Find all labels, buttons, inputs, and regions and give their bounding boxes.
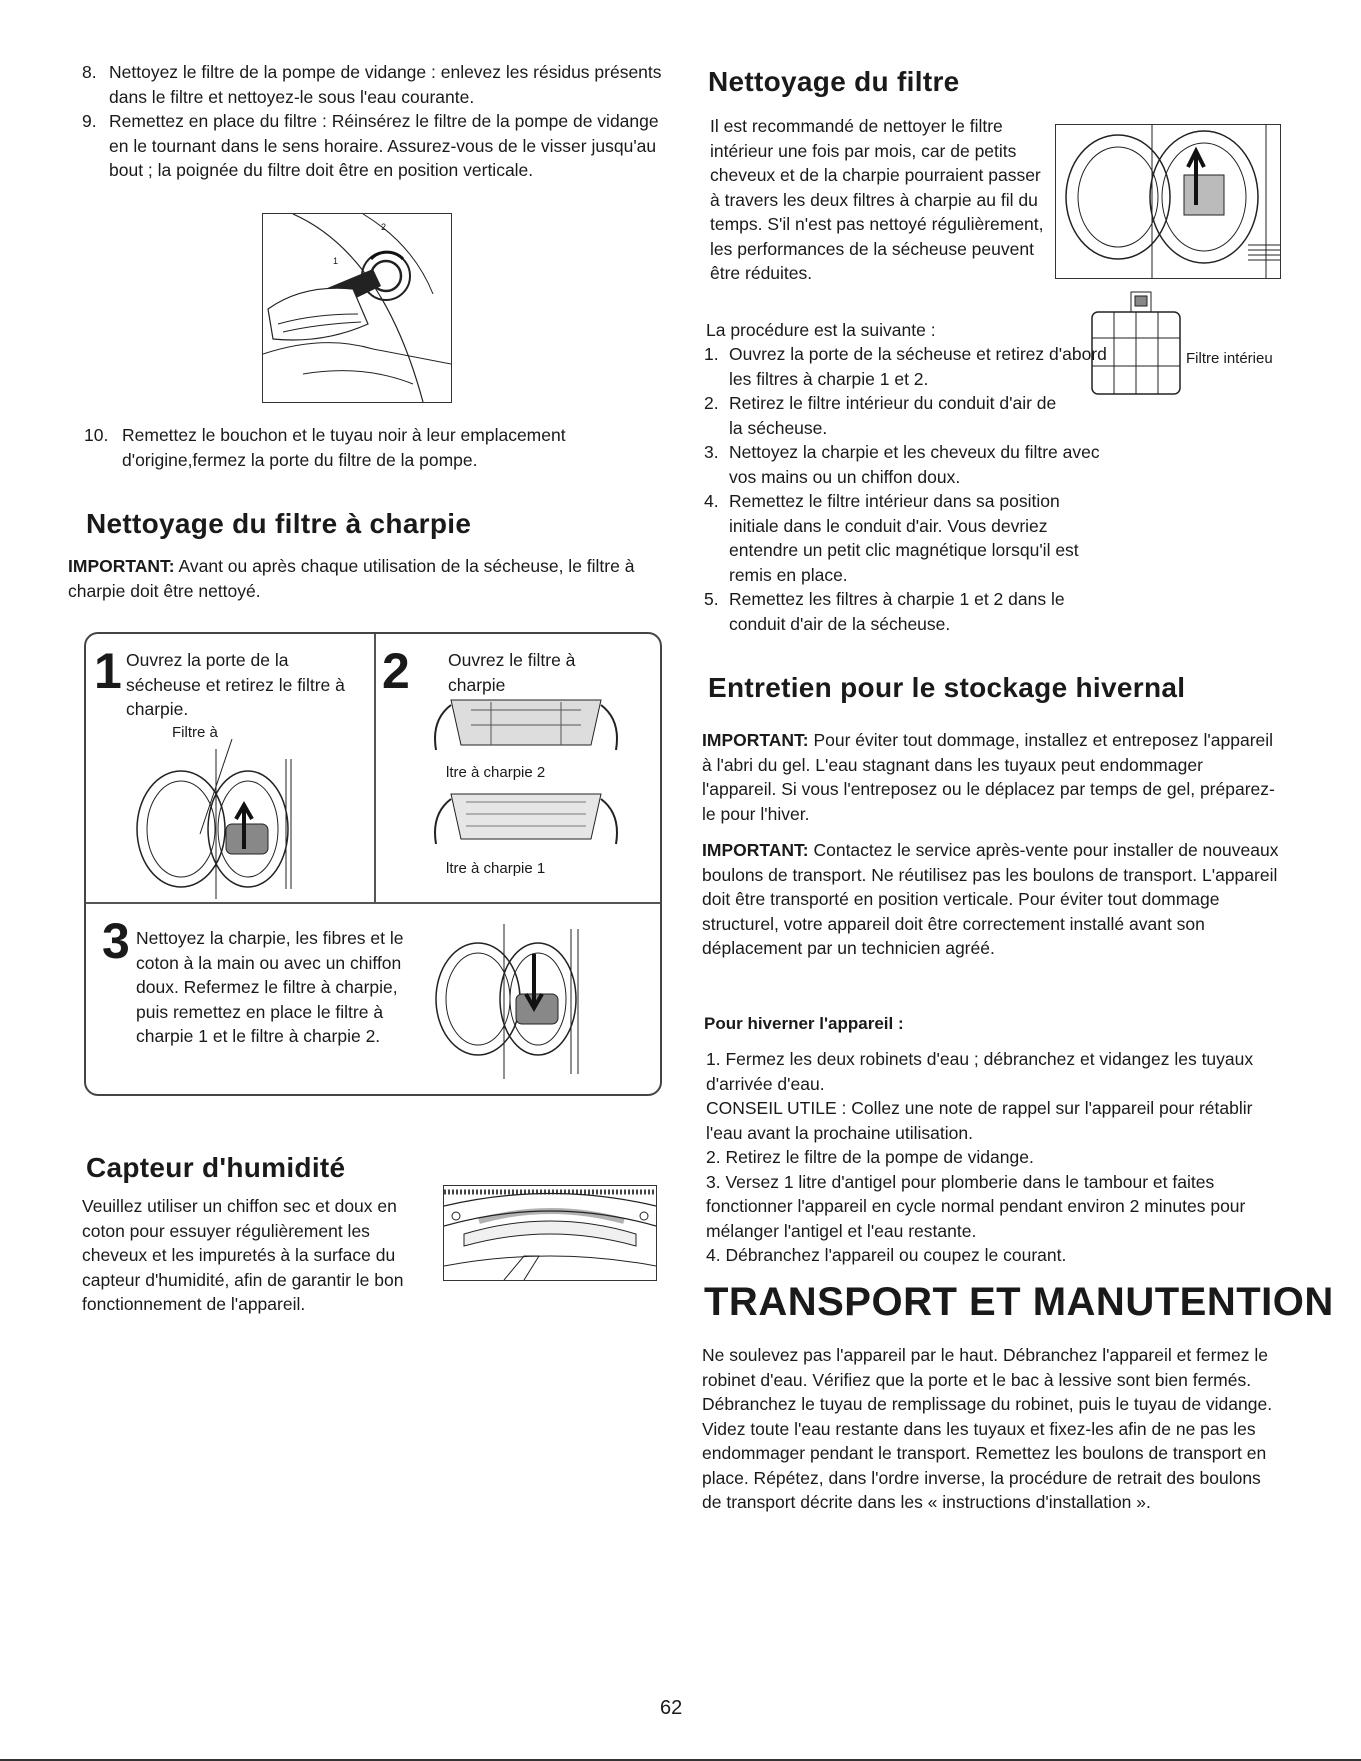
inner-filter-title: Nettoyage du filtre [708,66,960,97]
lint-filter-1-label: ltre à charpie 1 [446,860,546,877]
inner-filter-intro: Il est recommandé de nettoyer le filtre intérieur une fois par mois, car de petits cheveux et de la charpie pourraient passer à travers les deux filtres à charpie au fil du temps. S'il n'est pas nettoyé régulièrement, les performances de la sécheuse peuvent être réduites. [710,116,1044,283]
step1-text: Ouvrez la porte de la sécheuse et retirez le filtre à charpie. [126,650,345,719]
transport-title: TRANSPORT ET MANUTENTION [704,1280,1334,1324]
inner-filter-steps [704,342,1107,636]
stepbox-vertical-divider [374,634,376,902]
lint-filter-2-label: ltre à charpie 2 [446,764,546,781]
winterize-steps [706,1047,1282,1268]
step-10: 10. Remettez le bouchon et le tuyau noir à leur emplacement d'origine,fermez la porte du filtre de la pompe. [84,425,566,470]
lint-steps-box [84,632,662,1096]
pump-label-1: 1 [333,256,339,266]
winter-important-2: IMPORTANT: Contactez le service après-vente pour installer de nouveaux boulons de transport. Ne réutilisez pas les boulons de transport. L'appareil doit être transporté en position verticale. Pour éviter tout dommage structurel, votre appareil doit être correctement installé avant son déplacement par un technicien agréé. [702,840,1279,958]
inner-filter-label: Filtre intérieu [1186,350,1273,367]
humidity-sensor-illustration [444,1186,656,1280]
pump-filter-figure [262,213,452,403]
step2-number: 2 [382,643,410,699]
step3-text: Nettoyez la charpie, les fibres et le coton à la main ou avec un chiffon doux. Refermez le filtre à charpie, puis remettez en place le filtre à charpie 1 et le filtre à charpie 2. [136,928,404,1046]
inner-filter-step-1: 1. Ouvrez la porte de la sécheuse et retirez d'abord les filtres à charpie 1 et 2. [704,344,1107,389]
transport-text: Ne soulevez pas l'appareil par le haut. Débranchez l'appareil et fermez le robinet d'eau. Vérifiez que la porte et le bac à lessive sont bien fermés. Débranchez le tuyau de remplissage du robinet, puis le tuyau de vidange. Videz toute l'eau restante dans les tuyaux et fixez-les afin de ne pas les endommager pendant le transport. Remettez les boulons de transport en place. Répétez, dans l'ordre inverse, la procédure de retrait des boulons de transport décrite dans les « instructions d'installation ». [702,1345,1273,1512]
humidity-sensor-figure [443,1185,657,1281]
step3-number: 3 [102,913,130,969]
winter-storage-title: Entretien pour le stockage hivernal [708,672,1186,703]
winter-important-1: IMPORTANT: Pour éviter tout dommage, installez et entreposez l'appareil à l'abri du gel. L'eau stagnant dans les tuyaux peut endommager l'appareil. Si vous l'entreposez ou le déplacez par temps de gel, préparez-le pour l'hiver. [702,730,1275,824]
drain-filter-steps [82,60,672,183]
page-number: 62 [660,1697,683,1719]
lint-filter-title: Nettoyage du filtre à charpie [86,508,472,539]
stepbox-horizontal-divider [86,902,660,904]
step-8: 8. Nettoyez le filtre de la pompe de vidange : enlevez les résidus présents dans le filtre et nettoyez-le sous l'eau courante. [82,62,662,107]
winterize-line-2: 2. Retirez le filtre de la pompe de vidange. [706,1147,1034,1167]
winterize-line-4: 4. Débranchez l'appareil ou coupez le courant. [706,1245,1067,1265]
step2-text: Ouvrez le filtre à charpie [448,650,576,695]
step1-number: 1 [94,643,122,699]
inner-filter-step-2: 2. Retirez le filtre intérieur du conduit d'air de la sécheuse. [704,393,1057,438]
winterize-line-1: 1. Fermez les deux robinets d'eau ; débranchez et vidangez les tuyaux d'arrivée d'eau. [706,1049,1254,1094]
winterize-line-3: 3. Versez 1 litre d'antigel pour plomberie dans le tambour et faites fonctionner l'appareil en cycle normal pendant environ 2 minutes pour mélanger l'antigel et l'eau restante. [706,1171,1246,1241]
winterize-tip: CONSEIL UTILE : Collez une note de rappel sur l'appareil pour rétablir l'eau avant la prochaine utilisation. [706,1098,1253,1143]
lint-filter-1-illustration [431,784,621,854]
winterize-subheading: Pour hiverner l'appareil : [704,1014,904,1033]
step-9: 9. Remettez en place du filtre : Réinsérez le filtre de la pompe de vidange en le tournant dans le sens horaire. Assurez-vous de le visser jusqu'au bout ; la poignée du filtre doit être en position verticale. [82,111,659,180]
inner-filter-step-3: 3. Nettoyez la charpie et les cheveux du filtre avec vos mains ou un chiffon doux. [704,442,1100,487]
pump-filter-illustration [263,214,451,402]
step1-dryer-illustration [116,739,306,899]
step3-dryer-illustration [416,924,596,1084]
procedure-intro: La procédure est la suivante : [706,320,936,340]
lint-filter-2-illustration [431,690,621,760]
lint-filter-important: IMPORTANT: Avant ou après chaque utilisation de la sécheuse, le filtre à charpie doit être nettoyé. [68,556,635,601]
humidity-sensor-title: Capteur d'humidité [86,1152,346,1183]
inner-filter-dryer-illustration [1056,125,1280,278]
step1-callout: Filtre à [172,724,218,741]
inner-filter-step-4: 4. Remettez le filtre intérieur dans sa position initiale dans le conduit d'air. Vous devriez entendre un petit clic magnétique lorsqu'il est remis en place. [704,491,1079,585]
inner-filter-figure [1055,124,1281,279]
inner-filter-step-5: 5. Remettez les filtres à charpie 1 et 2 dans le conduit d'air de la sécheuse. [704,589,1065,634]
humidity-sensor-text: Veuillez utiliser un chiffon sec et doux en coton pour essuyer régulièrement les cheveux et les impuretés à la surface du capteur d'humidité, afin de garantir le bon fonctionnement de l'appareil. [82,1196,404,1314]
pump-label-2: 2 [381,222,387,232]
